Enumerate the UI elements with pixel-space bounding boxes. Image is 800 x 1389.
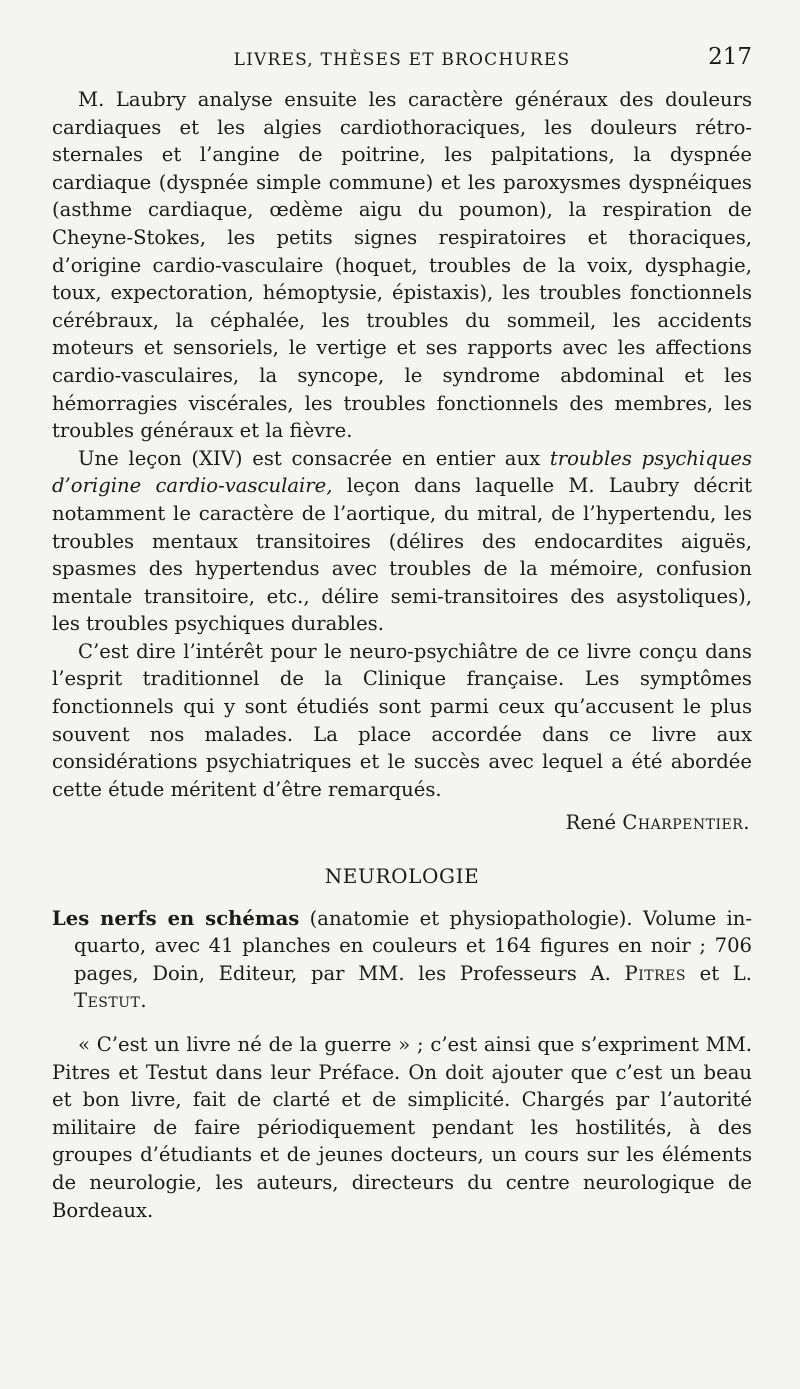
review1-paragraph-3: C’est dire l’intérêt pour le neuro-psychiâtre de ce livre conçu dans l’esprit traditionnel de la Clinique française. Les symptômes fonctionnels qui y sont étudiés sont parmi ceux qu’accusent le plus souvent nos malades. La place accordée dans ce livre aux considérations psychiatriques et le succès avec lequel a été abordée cette étude méritent d’être remarqués.	[52, 639, 752, 801]
signature-last-name: Charpentier.	[622, 811, 750, 835]
book-author-join: et L.	[685, 961, 752, 985]
review2-paragraph-1: « C’est un livre né de la guerre » ; c’est ainsi que s’expriment MM. Pitres et Testut dans leur Préface. On doit ajouter que c’est un beau et bon livre, fait de clarté et de simplicité. Chargés par l’autorité militaire de faire périodiquement pendant les hostilités, à des groupes d’étudiants et de jeunes docteurs, un cours sur les éléments de neurologie, les auteurs, directeurs du centre neurologique de Bordeaux.	[52, 1033, 752, 1222]
running-title: LIVRES, THÈSES ET BROCHURES	[233, 50, 571, 70]
review1-signature	[52, 809, 752, 837]
book-author-2: Testut.	[74, 989, 148, 1013]
signature-first-name: René	[565, 811, 623, 835]
book-entry	[52, 905, 752, 1015]
section-title: NEUROLOGIE	[324, 864, 480, 889]
book-title: Les nerfs en schémas	[52, 906, 300, 930]
page-header	[52, 44, 752, 76]
review1-p2-italic: troubles psychiques d’origine cardio-vasculaire,	[52, 446, 753, 498]
page-number: 217	[708, 44, 752, 70]
review1-paragraph-1: M. Laubry analyse ensuite les caractère généraux des douleurs cardiaques et les algies cardiothoraciques, les douleurs rétro-sternales et l’angine de poitrine, les palpitations, la dyspnée cardiaque (dyspnée simple commune) et les paroxysmes dyspnéiques (asthme cardiaque, œdème aigu du poumon), la respiration de Cheyne-Stokes, les petits signes respiratoires et thoraciques, d’origine cardio-vasculaire (hoquet, troubles de la voix, dysphagie, toux, expectoration, hémoptysie, épistaxis), les troubles fonctionnels cérébraux, la céphalée, les troubles du sommeil, les accidents moteurs et sensoriels, le vertige et ses rapports avec les affections cardio-vasculaires, la syncope, le syndrome abdominal et les hémorragies viscérales, les troubles fonctionnels des membres, les troubles généraux et la fièvre.	[52, 88, 752, 443]
review1-p2-after: leçon dans laquelle M. Laubry décrit notamment le caractère de l’aortique, du mitral, de l’hypertendu, les troubles mentaux transitoires (délires des endocardites aiguës, spasmes des hypertendus avec troubles de la mémoire, confusion mentale transitoire, etc., délire semi-transitoires des asystoliques), les troubles psychiques durables.	[52, 474, 752, 636]
review1-p2-before: Une leçon (XIV) est consacrée en entier aux	[78, 446, 550, 470]
review1-paragraph-2	[52, 445, 752, 638]
page-body	[52, 86, 752, 1224]
book-description: (anatomie et physiopathologie). Volume in-quarto, avec 41 planches en couleurs et 164 figures en noir ; 706 pages, Doin, Editeur, par MM. les Professeurs A.	[74, 906, 752, 985]
book-author-1: Pitres	[624, 961, 686, 985]
